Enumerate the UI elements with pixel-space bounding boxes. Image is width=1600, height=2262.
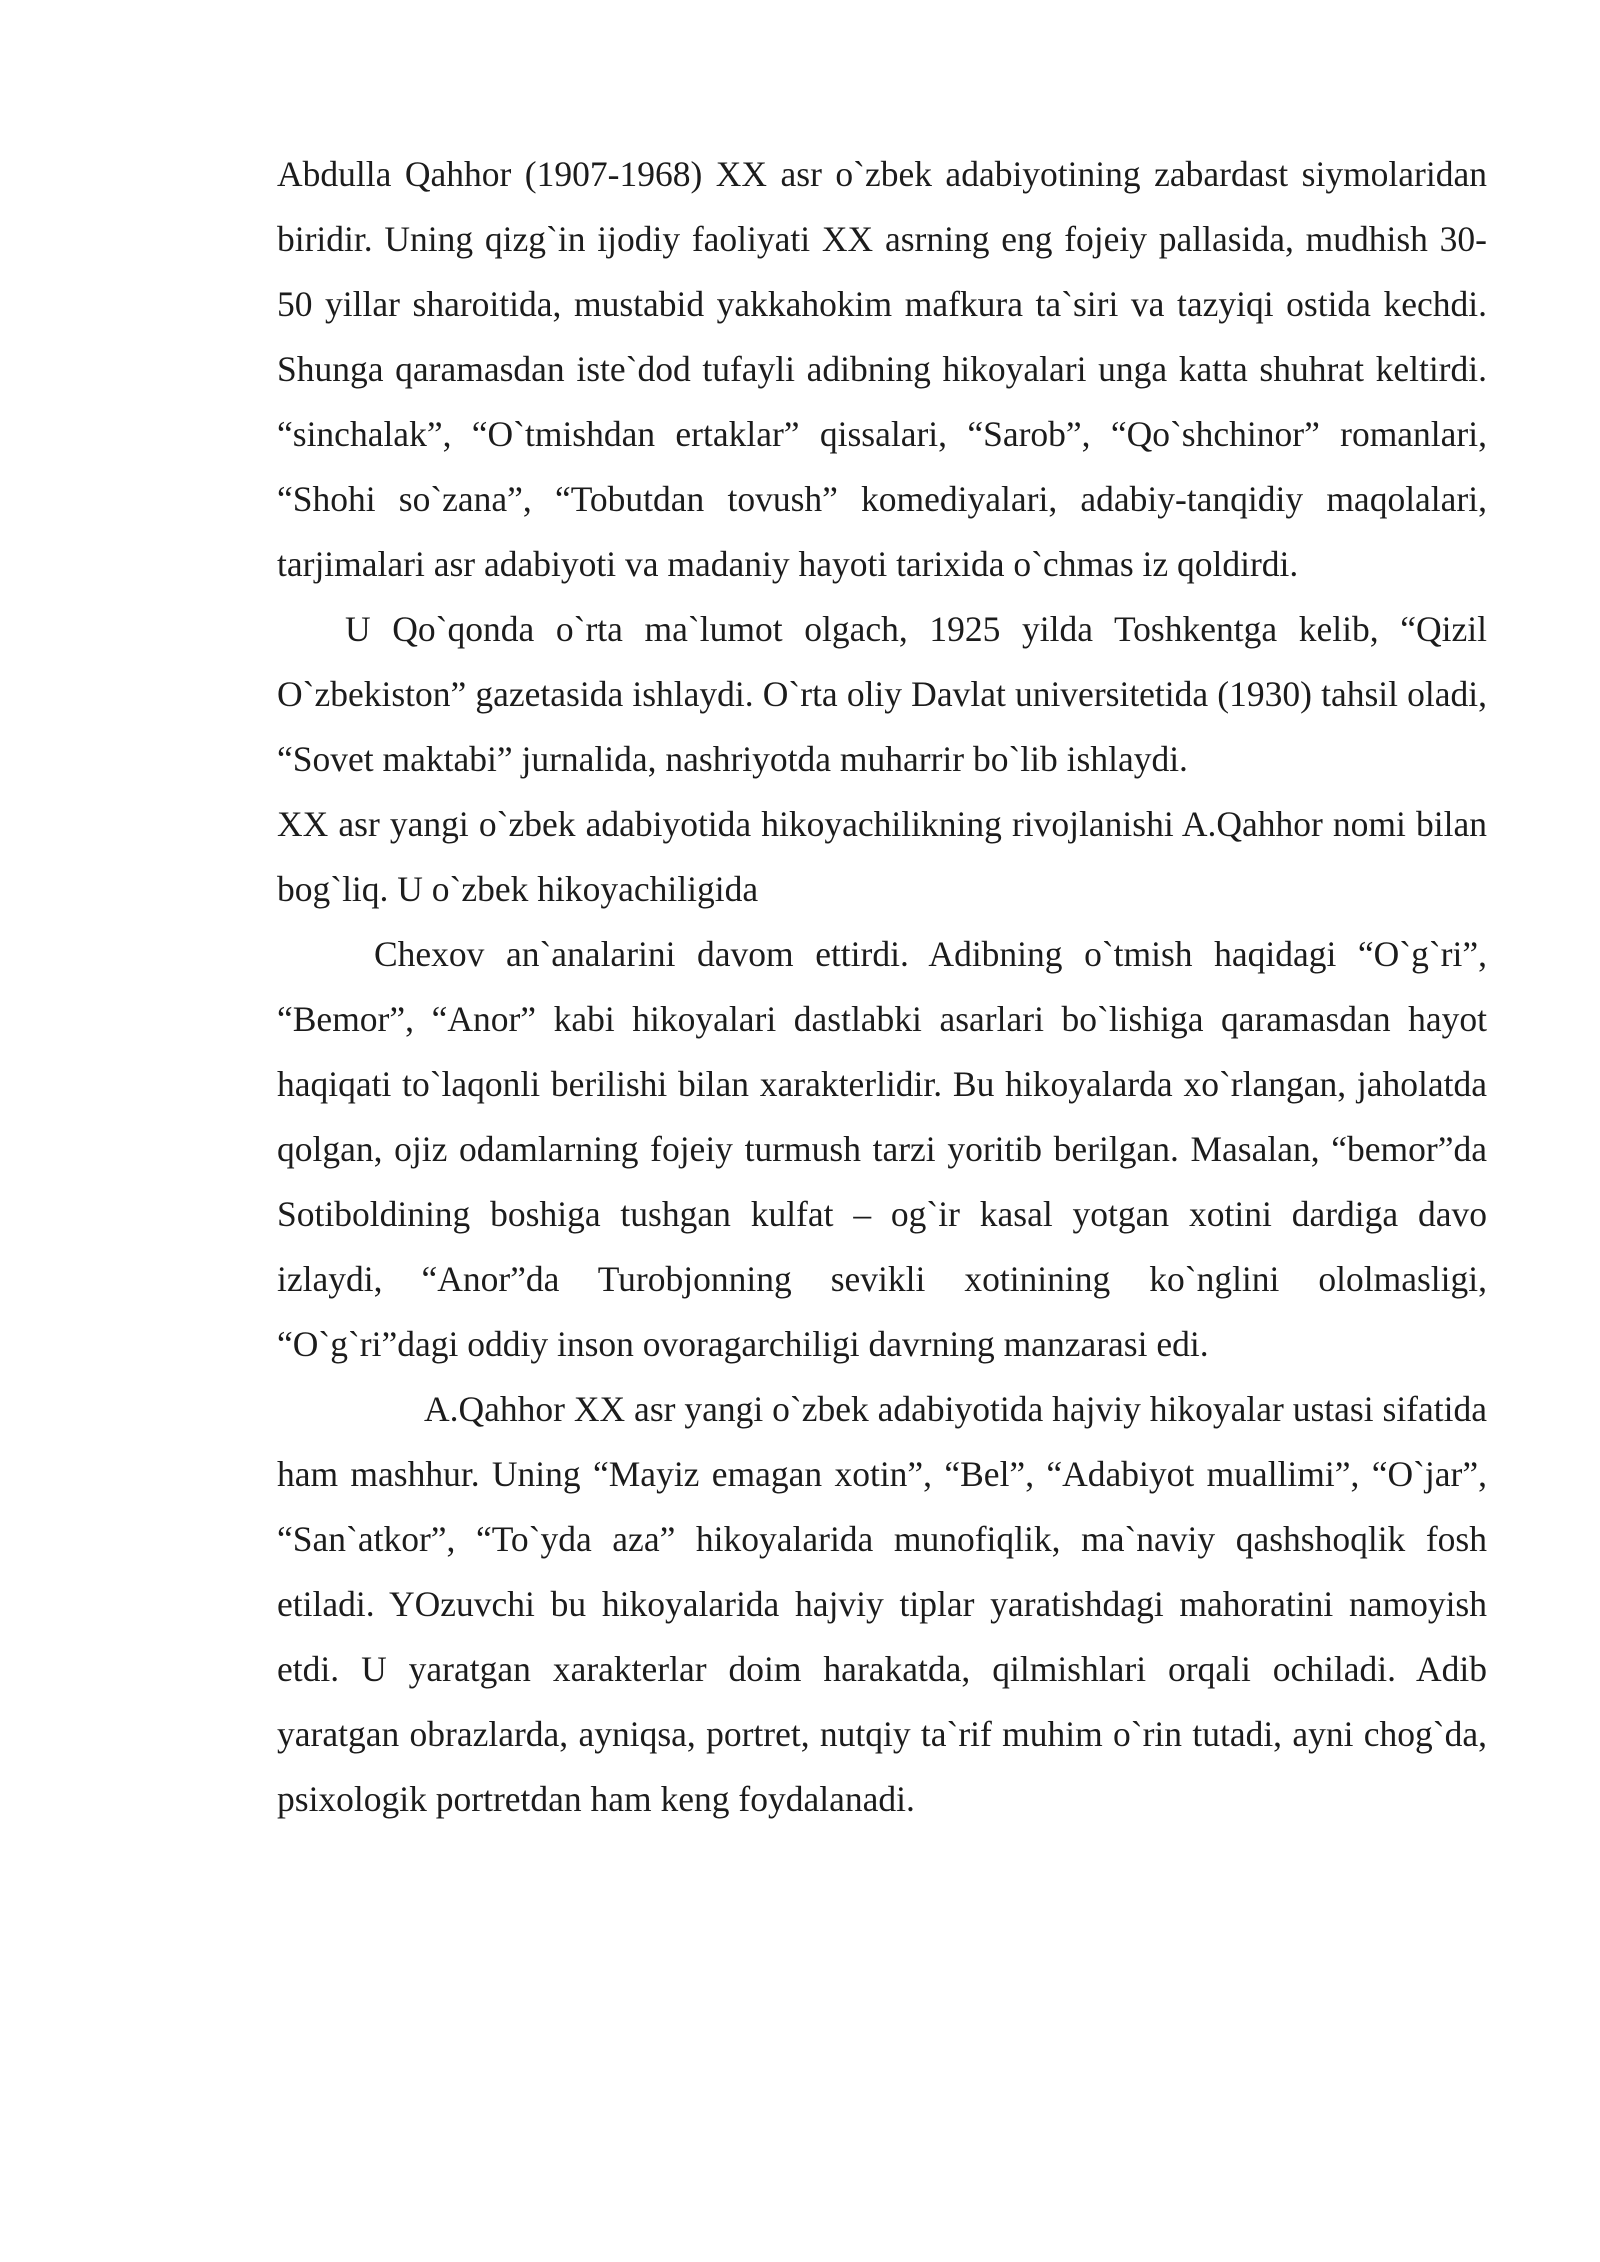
paragraph-5: A.Qahhor XX asr yangi o`zbek adabiyotida hajviy hikoyalar ustasi sifatida ham mashhur. Uning “Mayiz emagan xotin”, “Bel”, “Adabiyot muallimi”, “O`jar”, “San`atkor”, “To`yda aza” hikoyalarida munofiqlik, ma`naviy qashshoqlik fosh etiladi. YOzuvchi bu hikoyalarida hajviy tiplar yaratishdagi mahoratini namoyish etdi. U yaratgan xarakterlar doim harakatda, qilmishlari orqali ochiladi. Adib yaratgan obrazlarda, ayniqsa, portret, nutqiy ta`rif muhim o`rin tutadi, ayni chog`da, psixologik portretdan ham keng foydalanadi. xyxy=(277,1389,1487,1819)
paragraph-4: Chexov an`analarini davom ettirdi. Adibning o`tmish haqidagi “O`g`ri”, “Bemor”, “Anor” kabi hikoyalari dastlabki asarlari bo`lishiga qaramasdan hayot haqiqati to`laqonli berilishi bilan xarakterlidir. Bu hikoyalarda xo`rlangan, jaholatda qolgan, ojiz odamlarning fojeiy turmush tarzi yoritib berilgan. Masalan, “bemor”da Sotiboldining boshiga tushgan kulfat – og`ir kasal yotgan xotini dardiga davo izlaydi, “Anor”da Turobjonning sevikli xotinining ko`nglini ololmasligi, “O`g`ri”dagi oddiy inson ovoragarchiligi davrning manzarasi edi. xyxy=(277,934,1487,1364)
document-body xyxy=(277,142,1487,1832)
paragraph-2: U Qo`qonda o`rta ma`lumot olgach, 1925 yilda Toshkentga kelib, “Qizil O`zbekiston” gazetasida ishlaydi. O`rta oliy Davlat universitetida (1930) tahsil oladi, “Sovet maktabi” jurnalida, nashriyotda muharrir bo`lib ishlaydi. xyxy=(277,609,1487,779)
paragraph-3: XX asr yangi o`zbek adabiyotida hikoyachilikning rivojlanishi A.Qahhor nomi bilan bog`liq. U o`zbek hikoyachiligida xyxy=(277,804,1487,909)
paragraph-1: Abdulla Qahhor (1907-1968) XX asr o`zbek adabiyotining zabardast siymolaridan biridir. Uning qizg`in ijodiy faoliyati XX asrning eng fojeiy pallasida, mudhish 30-50 yillar sharoitida, mustabid yakkahokim mafkura ta`siri va tazyiqi ostida kechdi. Shunga qaramasdan iste`dod tufayli adibning hikoyalari unga katta shuhrat keltirdi. “sinchalak”, “O`tmishdan ertaklar” qissalari, “Sarob”, “Qo`shchinor” romanlari, “Shohi so`zana”, “Tobutdan tovush” komediyalari, adabiy-tanqidiy maqolalari, tarjimalari asr adabiyoti va madaniy hayoti tarixida o`chmas iz qoldirdi. xyxy=(277,154,1487,584)
